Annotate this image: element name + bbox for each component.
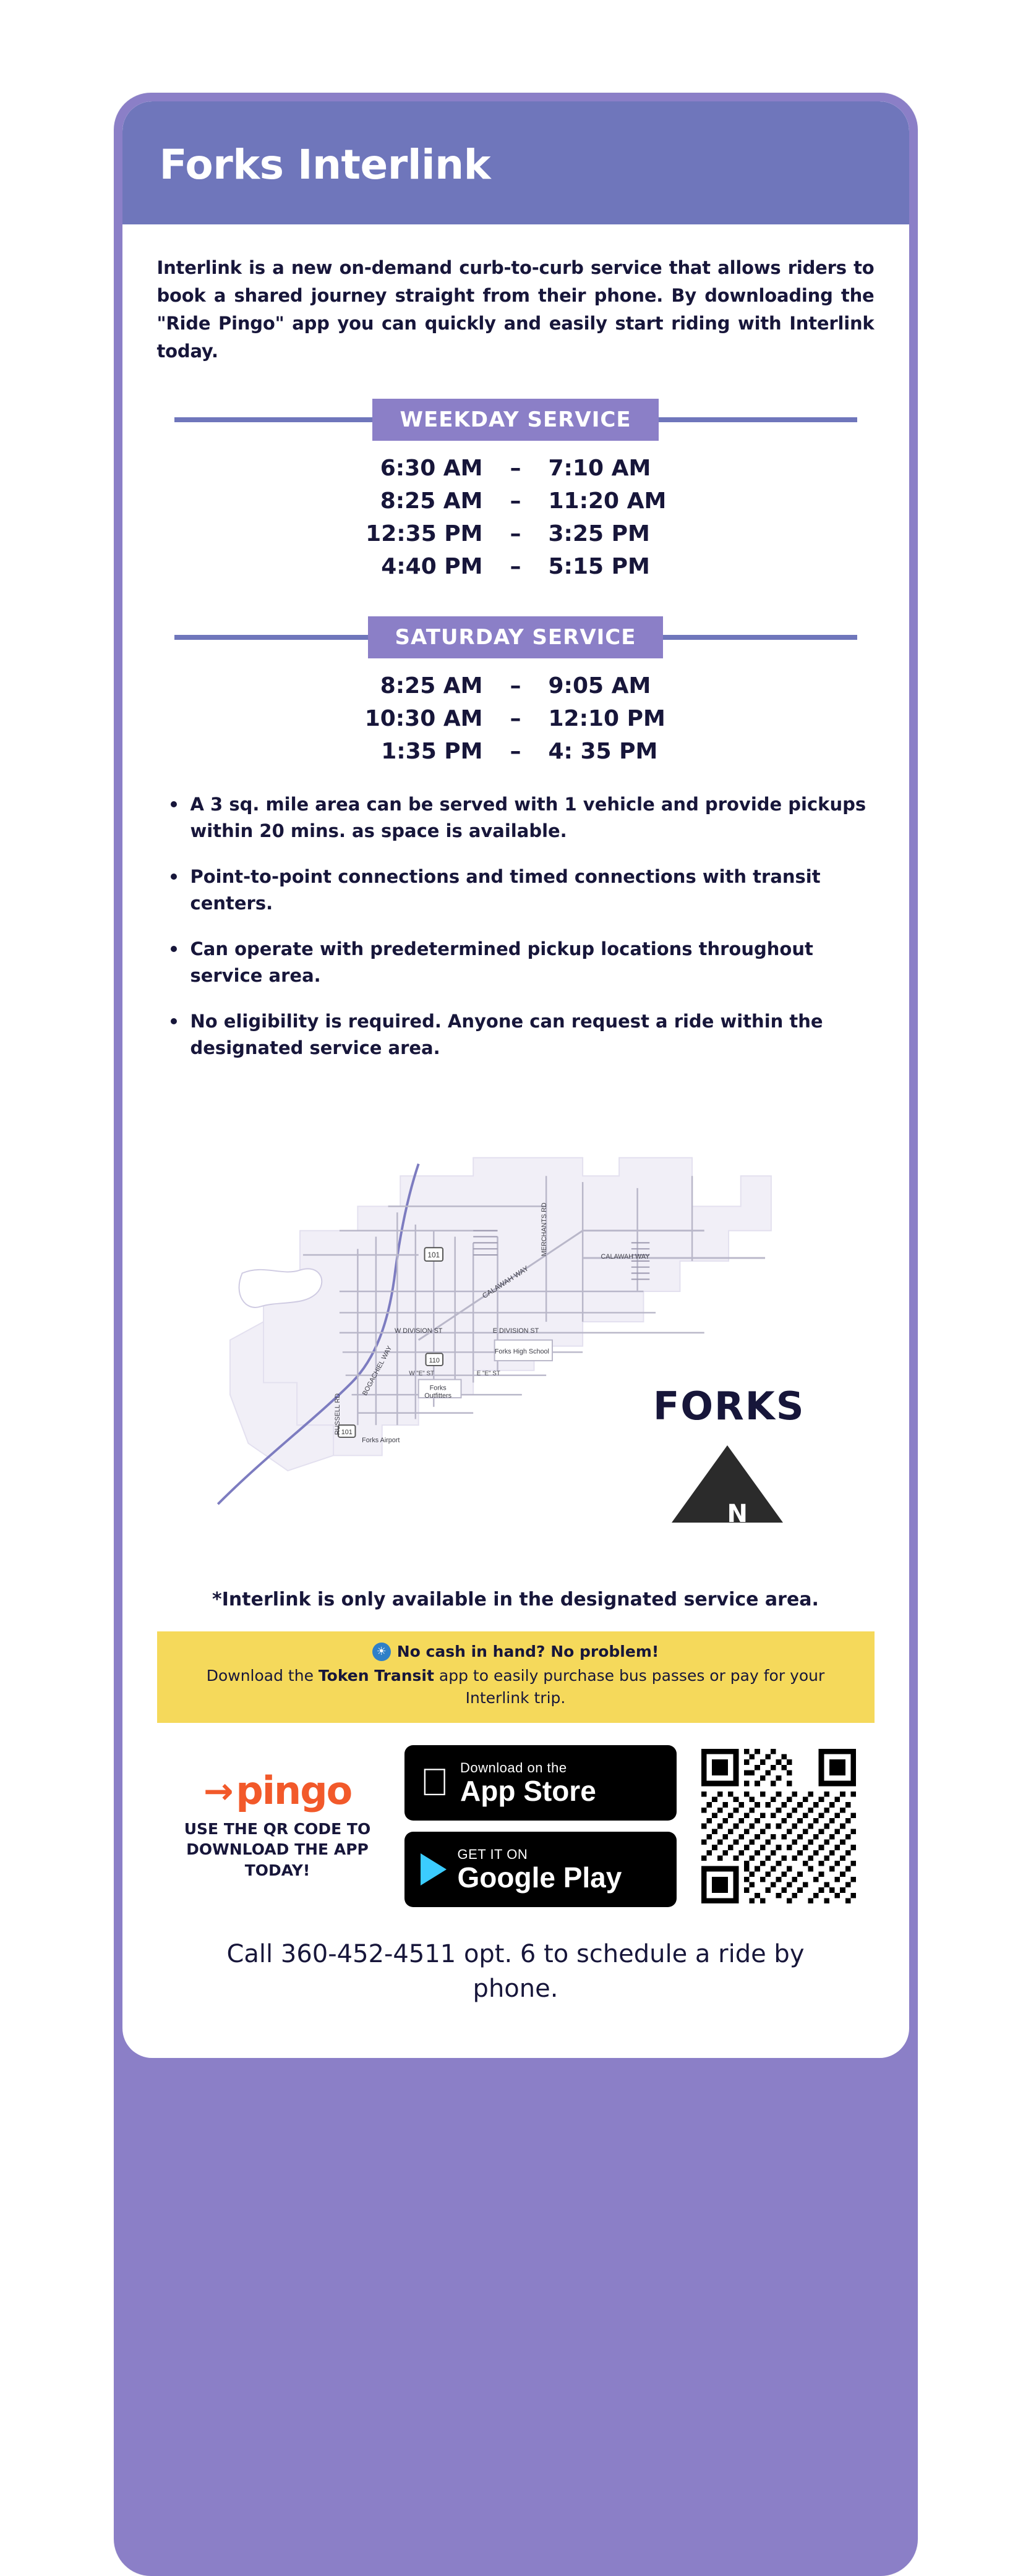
svg-text:101: 101	[341, 1428, 353, 1436]
token-banner-body-post: app to easily purchase bus passes or pay for your Interlink trip.	[434, 1666, 825, 1707]
shield-101-north	[424, 1248, 442, 1261]
time-start: 8:25 AM	[380, 673, 483, 699]
app-store-small-label: Download on the	[431, 1760, 539, 1776]
time-row	[281, 485, 751, 517]
time-start: 8:25 AM	[380, 488, 483, 514]
saturday-band-label: SATURDAY SERVICE	[368, 616, 664, 658]
time-row	[281, 517, 751, 550]
app-store-big-label: App Store	[431, 1775, 568, 1808]
svg-text:Outfitters: Outfitters	[424, 1392, 451, 1400]
header	[122, 101, 909, 224]
weekday-band	[157, 399, 875, 441]
time-start: 12:35 PM	[366, 521, 483, 546]
compass-north-icon: N	[672, 1445, 783, 1523]
flyer-card	[122, 101, 909, 2058]
svg-text:MERCHANTS RD: MERCHANTS RD	[540, 1202, 548, 1256]
service-area-map	[157, 1081, 875, 1575]
token-banner-body	[190, 1665, 841, 1710]
bullet-dot-icon	[171, 946, 177, 952]
time-end: 9:05 AM	[548, 673, 651, 699]
qr-code	[701, 1749, 856, 1903]
token-banner-headline-text: No cash in hand? No problem!	[396, 1643, 659, 1661]
time-end: 4: 35 PM	[548, 738, 658, 764]
time-dash: –	[510, 705, 521, 731]
time-end: 11:20 AM	[548, 488, 667, 514]
bullet-text: Can operate with predetermined pickup locations throughout service area.	[190, 938, 813, 987]
pingo-qr-instructions: USE THE QR CODE TO DOWNLOAD THE APP TODAY!	[184, 1819, 371, 1880]
time-row	[281, 452, 751, 485]
svg-text:Forks High School: Forks High School	[494, 1348, 549, 1356]
svg-text:E "E" ST: E "E" ST	[476, 1370, 500, 1377]
band-line-right	[663, 635, 857, 640]
time-dash: –	[510, 488, 521, 514]
time-row	[281, 702, 751, 735]
svg-text:RUSSELL RD: RUSSELL RD	[333, 1393, 341, 1435]
pingo-logo	[176, 1767, 380, 1813]
band-line-left	[174, 635, 368, 640]
time-start: 1:35 PM	[381, 738, 483, 764]
time-dash: –	[510, 455, 521, 481]
time-dash: –	[510, 673, 521, 699]
svg-text:Forks Airport: Forks Airport	[361, 1436, 400, 1444]
token-banner-body-pre: Download the	[206, 1666, 319, 1685]
time-dash: –	[510, 521, 521, 546]
weekday-band-label: WEEKDAY SERVICE	[372, 399, 658, 441]
phone-callout: Call 360-452-4511 opt. 6 to schedule a ride by phone.	[226, 1940, 805, 2004]
app-store-button[interactable]	[404, 1745, 677, 1821]
bullet-dot-icon	[171, 874, 177, 880]
app-download-row	[157, 1723, 875, 1918]
svg-text:CALAWAH WAY: CALAWAH WAY	[481, 1264, 530, 1300]
arrow-right-icon: →	[203, 1769, 234, 1812]
time-dash: –	[510, 738, 521, 764]
body	[122, 224, 909, 2058]
time-end: 12:10 PM	[548, 705, 665, 731]
page-title: Forks Interlink	[159, 141, 490, 189]
list-item	[157, 864, 875, 917]
token-banner-body-bold: Token Transit	[318, 1666, 434, 1685]
time-end: 5:15 PM	[548, 553, 650, 579]
pingo-wordmark: pingo	[236, 1767, 352, 1813]
time-start: 6:30 AM	[380, 455, 483, 481]
time-row	[281, 735, 751, 768]
svg-text:101: 101	[427, 1251, 440, 1259]
time-start: 10:30 AM	[364, 705, 483, 731]
time-start: 4:40 PM	[381, 553, 483, 579]
time-end: 7:10 AM	[548, 455, 651, 481]
time-end: 3:25 PM	[548, 521, 650, 546]
google-play-big-label: Google Play	[457, 1861, 622, 1894]
bullet-dot-icon	[171, 801, 177, 807]
svg-text:W "E" ST: W "E" ST	[408, 1370, 434, 1377]
time-dash: –	[510, 553, 521, 579]
intro-paragraph: Interlink is a new on-demand curb-to-curb service that allows riders to book a shared journey straight from their phone. By downloading the "Ride Pingo" app you can quickly and easily start riding with Interlink today.	[156, 257, 875, 362]
bullet-text: No eligibility is required. Anyone can request a ride within the designated service area.	[190, 1010, 823, 1059]
store-badges	[404, 1745, 677, 1907]
time-row	[281, 550, 751, 583]
svg-text:BOGACHIEL WAY: BOGACHIEL WAY	[361, 1345, 393, 1397]
svg-text:Forks: Forks	[429, 1384, 447, 1392]
shield-110	[426, 1353, 443, 1366]
svg-text:E DIVISION ST: E DIVISION ST	[492, 1327, 539, 1335]
globe-icon: ☀	[372, 1643, 391, 1661]
map-footnote: *Interlink is only available in the designated service area.	[212, 1588, 819, 1610]
token-transit-banner	[157, 1631, 875, 1724]
feature-bullets	[157, 791, 875, 1062]
time-row	[281, 670, 751, 702]
svg-text:110: 110	[429, 1356, 440, 1364]
apple-icon	[421, 1764, 450, 1802]
weekday-times	[157, 452, 875, 583]
map-city-label: FORKS	[653, 1383, 805, 1429]
google-play-icon	[421, 1853, 447, 1885]
bullet-text: A 3 sq. mile area can be served with 1 vehicle and provide pickups within 20 mins. as space is available.	[190, 793, 866, 842]
flyer-card-border	[114, 93, 918, 2576]
bullet-text: Point-to-point connections and timed connections with transit centers.	[190, 865, 821, 914]
saturday-times	[157, 670, 875, 768]
svg-text:W DIVISION ST: W DIVISION ST	[394, 1327, 442, 1335]
bullet-dot-icon	[171, 1018, 177, 1024]
list-item	[157, 936, 875, 990]
band-line-right	[659, 417, 857, 422]
svg-text:CALAWAH WAY: CALAWAH WAY	[600, 1252, 649, 1260]
google-play-button[interactable]	[404, 1832, 677, 1907]
pingo-brand	[176, 1767, 380, 1881]
token-banner-headline	[190, 1643, 841, 1661]
band-line-left	[174, 417, 373, 422]
list-item	[157, 791, 875, 845]
list-item	[157, 1008, 875, 1062]
saturday-band	[157, 616, 875, 658]
google-play-small-label: GET IT ON	[457, 1847, 528, 1863]
